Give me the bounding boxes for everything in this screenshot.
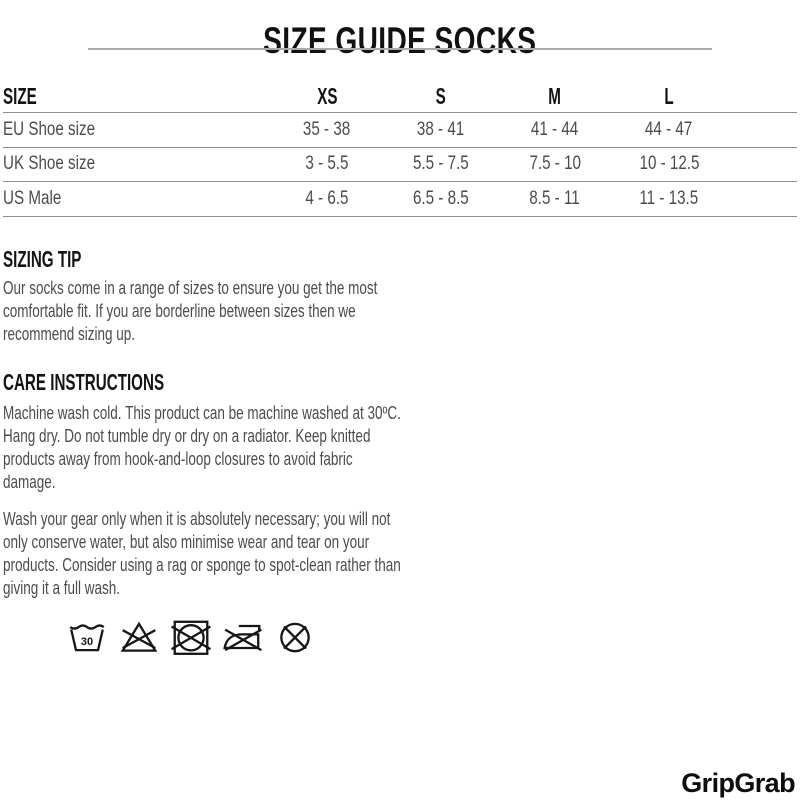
size-cell: 41 - 44 — [531, 118, 579, 140]
text-line: Hang dry. Do not tumble dry or dry on a radiator. Keep knitted — [3, 426, 371, 446]
size-cell: 11 - 13.5 — [639, 187, 699, 209]
text-line: Our socks come in a range of sizes to ensure you get the most — [3, 278, 378, 298]
header-filler — [726, 110, 797, 113]
care-instructions-heading: CARE INSTRUCTIONS — [3, 369, 165, 395]
column-header-l: L — [664, 83, 674, 109]
care-paragraph-1 — [3, 402, 534, 494]
do-not-tumble-dry-icon — [170, 616, 212, 658]
column-header-size: SIZE — [3, 83, 37, 109]
text-line: products away from hook-and-loop closures to avoid fabric — [3, 449, 353, 469]
column-header-s: S — [435, 83, 447, 109]
text-line: recommend sizing up. — [3, 324, 136, 344]
size-cell: 3 - 5.5 — [305, 153, 349, 175]
size-cell: 35 - 38 — [303, 118, 351, 140]
text-line: products. Consider using a rag or sponge to spot-clean rather than — [3, 555, 401, 575]
size-table-header-row — [3, 83, 797, 113]
text-line: Machine wash cold. This product can be machine washed at 30ºC. — [3, 403, 401, 423]
sizing-tip-text — [3, 277, 502, 346]
table-row-us — [3, 182, 797, 217]
text-line: giving it a full wash. — [3, 578, 121, 598]
size-cell: 5.5 - 7.5 — [413, 153, 469, 175]
column-header-xs: XS — [316, 83, 338, 109]
column-header-m: M — [548, 83, 562, 109]
size-cell: 8.5 - 11 — [529, 187, 581, 209]
text-line: damage. — [3, 472, 56, 492]
size-cell: 7.5 - 10 — [529, 153, 581, 175]
page-title-text: SIZE GUIDE SOCKS — [263, 19, 537, 61]
table-row-uk — [3, 148, 797, 183]
table-row-eu — [3, 113, 797, 148]
do-not-bleach-icon — [118, 616, 160, 658]
machine-wash-30-icon — [66, 616, 108, 658]
page-title — [0, 20, 800, 62]
text-line: only conserve water, but also minimise wear and tear on your — [3, 532, 370, 552]
row-label: UK Shoe size — [3, 153, 96, 175]
size-cell: 4 - 6.5 — [305, 187, 349, 209]
wash-temperature-label: 30 — [80, 635, 94, 648]
row-label: EU Shoe size — [3, 118, 96, 140]
size-cell: 6.5 - 8.5 — [413, 187, 469, 209]
title-divider — [88, 48, 712, 50]
size-cell: 44 - 47 — [645, 118, 693, 140]
size-table — [3, 83, 797, 217]
text-line: comfortable fit. If you are borderline between sizes then we — [3, 301, 356, 321]
do-not-dry-clean-icon — [274, 616, 316, 658]
gripgrab-logo: GripGrab — [681, 768, 795, 798]
do-not-iron-icon — [222, 616, 264, 658]
size-cell: 10 - 12.5 — [639, 153, 699, 175]
care-paragraph-2 — [3, 508, 533, 600]
size-cell: 38 - 41 — [417, 118, 465, 140]
care-symbols-row — [66, 616, 316, 658]
sizing-tip-heading: SIZING TIP — [3, 246, 82, 272]
text-line: Wash your gear only when it is absolutely necessary; you will not — [3, 509, 391, 529]
row-label: US Male — [3, 187, 62, 209]
